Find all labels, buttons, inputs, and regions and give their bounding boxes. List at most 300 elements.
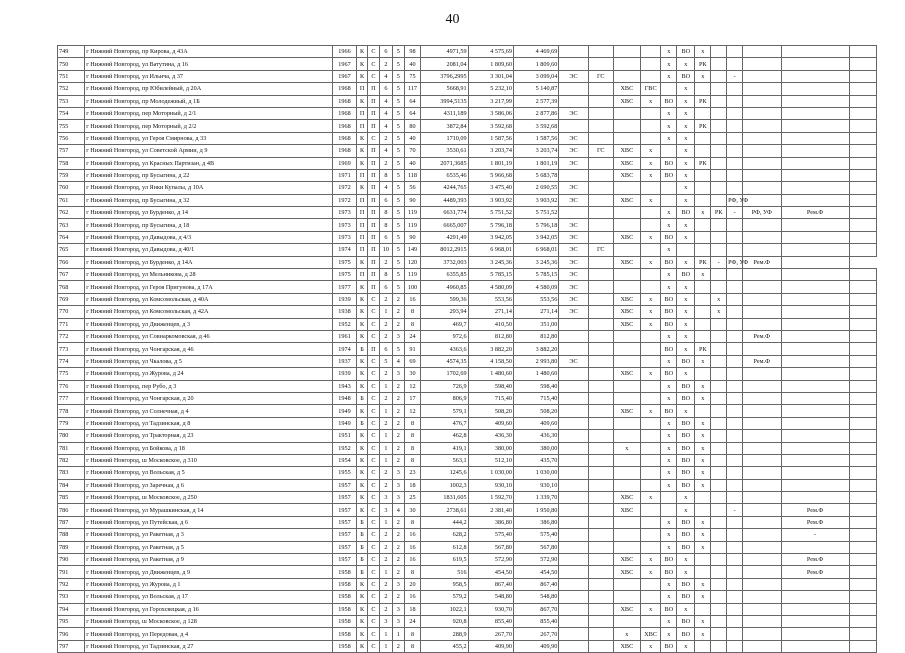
table-cell: 149 — [405, 244, 421, 256]
table-cell: г Нижний Новгород, ул Тракторная, д 23 — [85, 430, 332, 442]
table-cell — [559, 640, 588, 652]
table-cell: Рем.Ф — [781, 566, 849, 578]
table-row — [58, 120, 877, 132]
table-cell — [781, 293, 849, 305]
table-cell — [849, 107, 876, 119]
table-cell: Б — [357, 566, 367, 578]
table-cell: 40 — [405, 132, 421, 144]
table-cell: г Нижний Новгород, ул Давыдова, д 4/3 — [85, 231, 332, 243]
table-cell: х — [640, 368, 660, 380]
table-cell: х — [677, 256, 695, 268]
table-cell: 575,40 — [513, 529, 558, 541]
table-cell: 1831,605 — [420, 492, 468, 504]
table-cell — [640, 355, 660, 367]
table-cell — [781, 70, 849, 82]
table-cell — [640, 417, 660, 429]
table-cell: 271,14 — [513, 306, 558, 318]
table-cell: 1957 — [332, 504, 357, 516]
table-cell — [640, 430, 660, 442]
table-row — [58, 58, 877, 70]
table-cell — [613, 380, 640, 392]
table-cell: С — [367, 603, 379, 615]
table-cell: г Нижний Новгород, ул Ракетная, д 3 — [85, 529, 332, 541]
table-cell — [743, 504, 782, 516]
table-cell: 4 580,09 — [468, 281, 513, 293]
table-cell: 1975 — [332, 269, 357, 281]
table-cell: Рем.Ф — [781, 207, 849, 219]
table-cell: ВО — [661, 169, 677, 181]
table-cell — [559, 467, 588, 479]
table-cell: 3 099,04 — [513, 70, 558, 82]
table-cell: С — [367, 554, 379, 566]
table-cell: 628,2 — [420, 529, 468, 541]
table-cell: 1 — [380, 405, 392, 417]
table-cell: х — [695, 392, 711, 404]
table-cell: х — [661, 430, 677, 442]
table-cell: 4 — [380, 107, 392, 119]
table-cell: ЭС — [559, 231, 588, 243]
table-cell: ЭС — [559, 194, 588, 206]
table-cell: х — [661, 479, 677, 491]
table-cell: 797 — [58, 640, 85, 652]
table-cell: х — [661, 628, 677, 640]
table-row — [58, 467, 877, 479]
table-cell — [640, 578, 660, 590]
table-cell: 6631,774 — [420, 207, 468, 219]
table-cell — [711, 591, 727, 603]
table-cell — [743, 615, 782, 627]
table-cell: 5 — [392, 70, 404, 82]
table-cell: х — [661, 244, 677, 256]
table-cell: ХВС — [613, 566, 640, 578]
table-cell: К — [357, 442, 367, 454]
table-cell: ВО — [677, 46, 695, 58]
table-cell — [588, 566, 613, 578]
table-cell — [588, 467, 613, 479]
table-cell — [695, 603, 711, 615]
table-cell: 5 785,15 — [513, 269, 558, 281]
table-cell: 2081,04 — [420, 58, 468, 70]
table-cell: С — [367, 293, 379, 305]
table-cell: г Нижний Новгород, пр Бусыгина, д 18 — [85, 219, 332, 231]
table-cell: ЭС — [559, 306, 588, 318]
table-cell: ВО — [661, 640, 677, 652]
table-cell — [743, 578, 782, 590]
table-cell: 69 — [405, 355, 421, 367]
table-cell: ЭС — [559, 132, 588, 144]
table-cell — [588, 46, 613, 58]
table-cell: 2 — [380, 578, 392, 590]
table-cell — [849, 120, 876, 132]
table-cell — [711, 529, 727, 541]
table-cell: 2 — [392, 541, 404, 553]
table-cell: г Нижний Новгород, ул Чкалова, д 5 — [85, 355, 332, 367]
table-cell: 1958 — [332, 566, 357, 578]
table-cell: 16 — [405, 541, 421, 553]
table-cell: 1975 — [332, 256, 357, 268]
table-cell: 3796,2995 — [420, 70, 468, 82]
table-cell: х — [640, 231, 660, 243]
table-cell: 1949 — [332, 417, 357, 429]
table-cell — [711, 442, 727, 454]
table-cell: 5 — [392, 169, 404, 181]
table-cell: 5 — [392, 256, 404, 268]
table-cell — [781, 603, 849, 615]
table-cell: х — [661, 132, 677, 144]
table-cell: Б — [357, 417, 367, 429]
table-cell: 1951 — [332, 430, 357, 442]
table-cell: 1 — [380, 516, 392, 528]
table-cell — [743, 95, 782, 107]
table-cell: 4489,393 — [420, 194, 468, 206]
table-cell — [588, 529, 613, 541]
table-cell: 1972 — [332, 182, 357, 194]
table-cell: К — [357, 293, 367, 305]
table-cell: 120 — [405, 256, 421, 268]
table-cell: г Нижний Новгород, ул Янки Купалы, д 10А — [85, 182, 332, 194]
table-cell: 409,90 — [513, 640, 558, 652]
table-cell: 972,6 — [420, 330, 468, 342]
table-cell: С — [367, 368, 379, 380]
table-cell — [727, 83, 743, 95]
table-cell — [727, 244, 743, 256]
table-cell: 763 — [58, 219, 85, 231]
table-cell: г Нижний Новгород, ул Совнаркомовская, д 46 — [85, 330, 332, 342]
table-cell — [849, 640, 876, 652]
table-cell — [588, 231, 613, 243]
table-cell: П — [357, 244, 367, 256]
table-cell — [559, 95, 588, 107]
table-cell: К — [357, 145, 367, 157]
table-cell: 2 877,86 — [513, 107, 558, 119]
table-cell: х — [677, 95, 695, 107]
table-cell — [640, 182, 660, 194]
table-cell: К — [357, 182, 367, 194]
table-cell: 267,70 — [468, 628, 513, 640]
table-cell — [588, 120, 613, 132]
table-cell — [640, 343, 660, 355]
table-cell — [711, 70, 727, 82]
table-cell — [781, 107, 849, 119]
table-cell: 1 801,19 — [468, 157, 513, 169]
table-row — [58, 479, 877, 491]
table-cell: П — [367, 231, 379, 243]
table-cell: ВО — [661, 256, 677, 268]
table-cell: 776 — [58, 380, 85, 392]
table-cell — [588, 256, 613, 268]
table-cell — [661, 492, 677, 504]
table-cell: 612,8 — [420, 541, 468, 553]
table-cell: г Нижний Новгород, ул Красных Партизан, д 4В — [85, 157, 332, 169]
table-cell: ХВС — [613, 640, 640, 652]
table-cell: 3994,5135 — [420, 95, 468, 107]
table-cell: К — [357, 70, 367, 82]
table-cell — [711, 132, 727, 144]
table-cell: 6 — [380, 231, 392, 243]
table-cell: 5 796,18 — [468, 219, 513, 231]
table-cell: х — [640, 640, 660, 652]
table-cell: х — [640, 157, 660, 169]
table-cell: П — [357, 231, 367, 243]
table-cell: ВО — [661, 554, 677, 566]
table-cell — [559, 330, 588, 342]
table-cell — [781, 330, 849, 342]
table-cell — [640, 107, 660, 119]
table-cell: 855,40 — [468, 615, 513, 627]
table-cell: 3 245,36 — [513, 256, 558, 268]
table-cell: 18 — [405, 603, 421, 615]
table-cell: 766 — [58, 256, 85, 268]
table-cell — [743, 392, 782, 404]
table-cell: 1 — [380, 430, 392, 442]
table-cell — [640, 591, 660, 603]
table-cell: 777 — [58, 392, 85, 404]
table-cell: 3 882,20 — [468, 343, 513, 355]
table-cell: П — [367, 343, 379, 355]
table-cell — [849, 628, 876, 640]
table-cell — [695, 640, 711, 652]
table-body — [58, 46, 877, 653]
table-cell: 2 — [380, 256, 392, 268]
table-cell: С — [367, 529, 379, 541]
table-cell: ВО — [677, 615, 695, 627]
table-cell — [849, 492, 876, 504]
table-cell: 1973 — [332, 231, 357, 243]
table-cell — [743, 145, 782, 157]
table-cell: х — [677, 58, 695, 70]
table-cell: С — [367, 58, 379, 70]
table-cell: П — [357, 194, 367, 206]
table-cell: Б — [357, 516, 367, 528]
table-cell: К — [357, 492, 367, 504]
table-cell: 118 — [405, 169, 421, 181]
table-cell — [781, 380, 849, 392]
table-cell: 1022,1 — [420, 603, 468, 615]
table-cell: ВО — [677, 467, 695, 479]
table-cell: г Нижний Новгород, пр Бусыгина, д 32 — [85, 194, 332, 206]
table-cell: 4 158,50 — [468, 355, 513, 367]
table-cell — [849, 417, 876, 429]
table-cell: 8 — [380, 207, 392, 219]
table-cell — [695, 145, 711, 157]
table-cell: х — [695, 591, 711, 603]
table-cell: 1 480,60 — [513, 368, 558, 380]
table-cell — [711, 330, 727, 342]
table-cell — [559, 380, 588, 392]
table-cell: К — [357, 318, 367, 330]
table-cell — [661, 182, 677, 194]
table-cell: 1958 — [332, 628, 357, 640]
table-row — [58, 207, 877, 219]
table-cell: 579,2 — [420, 591, 468, 603]
table-cell: 3 — [392, 479, 404, 491]
table-row — [58, 330, 877, 342]
table-cell: 785 — [58, 492, 85, 504]
table-cell: 4 580,09 — [513, 281, 558, 293]
table-cell: 6 — [380, 83, 392, 95]
table-cell — [588, 318, 613, 330]
table-cell — [613, 46, 640, 58]
table-cell: 4244,765 — [420, 182, 468, 194]
table-cell: 2 — [380, 554, 392, 566]
table-cell: х — [695, 70, 711, 82]
table-cell: 1968 — [332, 120, 357, 132]
table-cell: г Нижний Новгород, ул Горохсвецкая, д 16 — [85, 603, 332, 615]
table-cell: 64 — [405, 107, 421, 119]
table-cell: 1974 — [332, 244, 357, 256]
table-cell: 2 — [392, 430, 404, 442]
table-cell: 575,40 — [468, 529, 513, 541]
table-cell — [613, 269, 640, 281]
table-cell — [640, 454, 660, 466]
table-cell: РК — [695, 256, 711, 268]
table-cell: х — [661, 355, 677, 367]
table-cell: 2 — [392, 640, 404, 652]
table-cell — [588, 504, 613, 516]
table-row — [58, 380, 877, 392]
table-cell: 726,9 — [420, 380, 468, 392]
table-cell: х — [640, 405, 660, 417]
table-cell: 5 — [392, 95, 404, 107]
table-cell — [559, 628, 588, 640]
table-cell: 548,80 — [468, 591, 513, 603]
table-cell — [640, 479, 660, 491]
table-cell — [711, 578, 727, 590]
table-cell: 1939 — [332, 293, 357, 305]
table-cell: 5 — [392, 157, 404, 169]
table-cell: 1968 — [332, 107, 357, 119]
table-cell — [727, 95, 743, 107]
table-cell — [695, 182, 711, 194]
table-cell — [727, 430, 743, 442]
table-row — [58, 603, 877, 615]
table-cell: 779 — [58, 417, 85, 429]
table-cell: 90 — [405, 231, 421, 243]
table-cell: 455,2 — [420, 640, 468, 652]
registry-table — [57, 45, 877, 653]
table-cell: 5 — [392, 145, 404, 157]
table-cell: 567,80 — [513, 541, 558, 553]
table-cell — [781, 281, 849, 293]
table-cell: П — [357, 120, 367, 132]
table-cell: К — [357, 330, 367, 342]
table-row — [58, 46, 877, 58]
table-cell: 764 — [58, 231, 85, 243]
table-cell — [849, 454, 876, 466]
table-cell: г Нижний Новгород, пр Юбилейный, д 20А — [85, 83, 332, 95]
table-cell — [849, 58, 876, 70]
table-cell — [849, 479, 876, 491]
table-cell: 4574,35 — [420, 355, 468, 367]
table-cell: х — [695, 479, 711, 491]
table-cell: 754 — [58, 107, 85, 119]
table-cell: г Нижний Новгород, ул Ракетная, д 5 — [85, 541, 332, 553]
table-cell: 1958 — [332, 603, 357, 615]
table-cell: 812,80 — [468, 330, 513, 342]
table-cell — [640, 392, 660, 404]
table-cell — [743, 554, 782, 566]
table-cell — [711, 392, 727, 404]
table-cell — [711, 46, 727, 58]
table-row — [58, 219, 877, 231]
table-cell: 792 — [58, 578, 85, 590]
table-cell: 796 — [58, 628, 85, 640]
table-cell: 771 — [58, 318, 85, 330]
table-cell: 1 587,56 — [468, 132, 513, 144]
table-cell — [711, 603, 727, 615]
table-cell — [640, 120, 660, 132]
table-cell: г Нижний Новгород, ш Московское, д 250 — [85, 492, 332, 504]
table-cell: Б — [357, 343, 367, 355]
table-cell — [743, 640, 782, 652]
table-cell: 1958 — [332, 591, 357, 603]
table-cell: 1961 — [332, 330, 357, 342]
table-cell: 98 — [405, 46, 421, 58]
table-cell: г Нижний Новгород, ул Заречная, д 6 — [85, 479, 332, 491]
table-cell: 1 809,60 — [513, 58, 558, 70]
table-cell — [559, 58, 588, 70]
table-cell: ЭС — [559, 157, 588, 169]
table-cell: 789 — [58, 541, 85, 553]
table-cell: 791 — [58, 566, 85, 578]
table-cell — [743, 182, 782, 194]
table-cell: 25 — [405, 492, 421, 504]
table-cell: 100 — [405, 281, 421, 293]
table-cell: П — [357, 219, 367, 231]
table-cell: ХВС — [613, 231, 640, 243]
table-row — [58, 231, 877, 243]
table-cell: 6 968,01 — [513, 244, 558, 256]
table-cell: 2 — [392, 306, 404, 318]
table-cell: Рем.Ф — [781, 554, 849, 566]
table-cell: 351,00 — [513, 318, 558, 330]
table-cell — [588, 591, 613, 603]
table-cell — [781, 417, 849, 429]
table-cell — [849, 603, 876, 615]
table-cell — [559, 405, 588, 417]
table-cell: 563,1 — [420, 454, 468, 466]
table-cell: 6 968,01 — [468, 244, 513, 256]
table-cell: х — [677, 194, 695, 206]
table-cell: 572,90 — [468, 554, 513, 566]
table-cell: 3872,84 — [420, 120, 468, 132]
table-cell: Рем.Ф — [743, 355, 782, 367]
table-cell: 5 — [392, 244, 404, 256]
table-cell: х — [640, 492, 660, 504]
table-cell: 1 587,56 — [513, 132, 558, 144]
table-cell: К — [357, 58, 367, 70]
table-cell: 20 — [405, 578, 421, 590]
table-cell: 4 — [392, 355, 404, 367]
table-cell: 749 — [58, 46, 85, 58]
table-cell — [849, 591, 876, 603]
table-cell: г Нижний Новгород, ул Передовая, д 4 — [85, 628, 332, 640]
table-cell: ВО — [661, 157, 677, 169]
table-cell — [781, 430, 849, 442]
table-cell: П — [367, 157, 379, 169]
table-cell: 2 — [392, 380, 404, 392]
table-cell: г Нижний Новгород, ул Бойкова, д 18 — [85, 442, 332, 454]
table-cell: - — [781, 529, 849, 541]
table-cell — [781, 467, 849, 479]
table-cell: П — [367, 207, 379, 219]
table-cell — [849, 554, 876, 566]
table-cell: 5 — [392, 182, 404, 194]
table-cell: 715,40 — [468, 392, 513, 404]
table-cell: 3 203,74 — [513, 145, 558, 157]
table-cell — [695, 566, 711, 578]
table-cell: 6 — [380, 46, 392, 58]
